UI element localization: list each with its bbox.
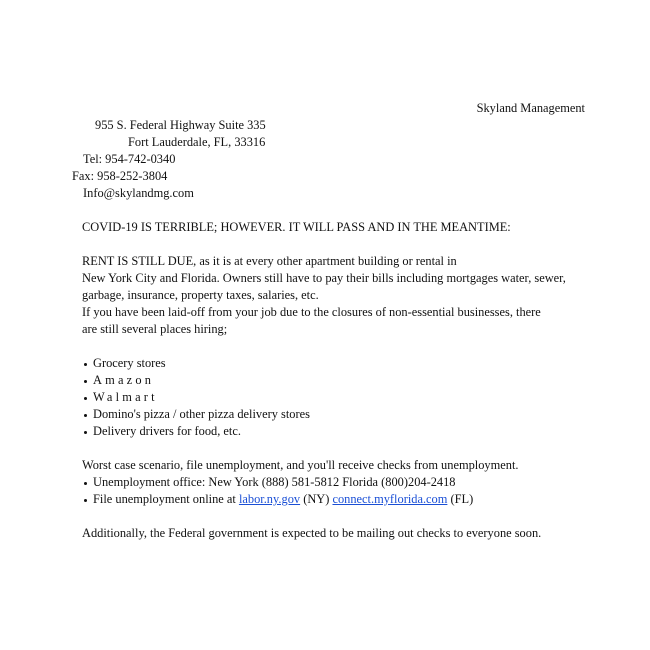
file-online-prefix: File unemployment online at [93,492,236,506]
company-name: Skyland Management [476,101,585,115]
list-item: Grocery stores [82,355,582,372]
list-item: Delivery drivers for food, etc. [82,423,582,440]
labor-ny-link[interactable]: labor.ny.gov [238,492,301,506]
fax-number: Fax: 958-252-3804 [72,169,168,183]
worst-case-text: Worst case scenario, file unemployment, and you'll receive checks from unemployment. [82,458,519,472]
address-line-2: Fort Lauderdale, FL, 33316 [128,135,266,149]
rent-line-1: RENT IS STILL DUE, as it is at every other apartment building or rental in [82,254,457,268]
rent-line-2: New York City and Florida. Owners still have to pay their bills including mortgages water, sewer, [82,271,566,285]
address-line-1: 955 S. Federal Highway Suite 335 [95,118,266,132]
laidoff-line-1: If you have been laid-off from your job due to the closures of non-essential businesses, there [82,305,541,319]
laidoff-line-2: are still several places hiring; [82,322,228,336]
list-item: Amazon [82,372,582,389]
file-online-item [82,491,582,508]
unemployment-office: Unemployment office: New York (888) 581-5812 Florida (800)204-2418 [82,474,582,491]
notice-body [82,219,582,542]
hiring-list [82,355,582,440]
telephone: Tel: 954-742-0340 [83,152,176,166]
connect-myflorida-link[interactable]: connect.myflorida.com [332,492,448,506]
list-item: Walmart [82,389,582,406]
closing-text: Additionally, the Federal government is expected to be mailing out checks to everyone soon. [82,526,542,540]
rent-line-3: garbage, insurance, property taxes, salaries, etc. [82,288,319,302]
email-address: Info@skylandmg.com [83,186,194,200]
headline: COVID-19 IS TERRIBLE; HOWEVER. IT WILL PASS AND IN THE MEANTIME: [82,220,511,234]
ny-tag: (NY) [303,492,330,506]
unemployment-list [82,474,582,508]
list-item: Domino's pizza / other pizza delivery stores [82,406,582,423]
fl-tag: (FL) [450,492,474,506]
